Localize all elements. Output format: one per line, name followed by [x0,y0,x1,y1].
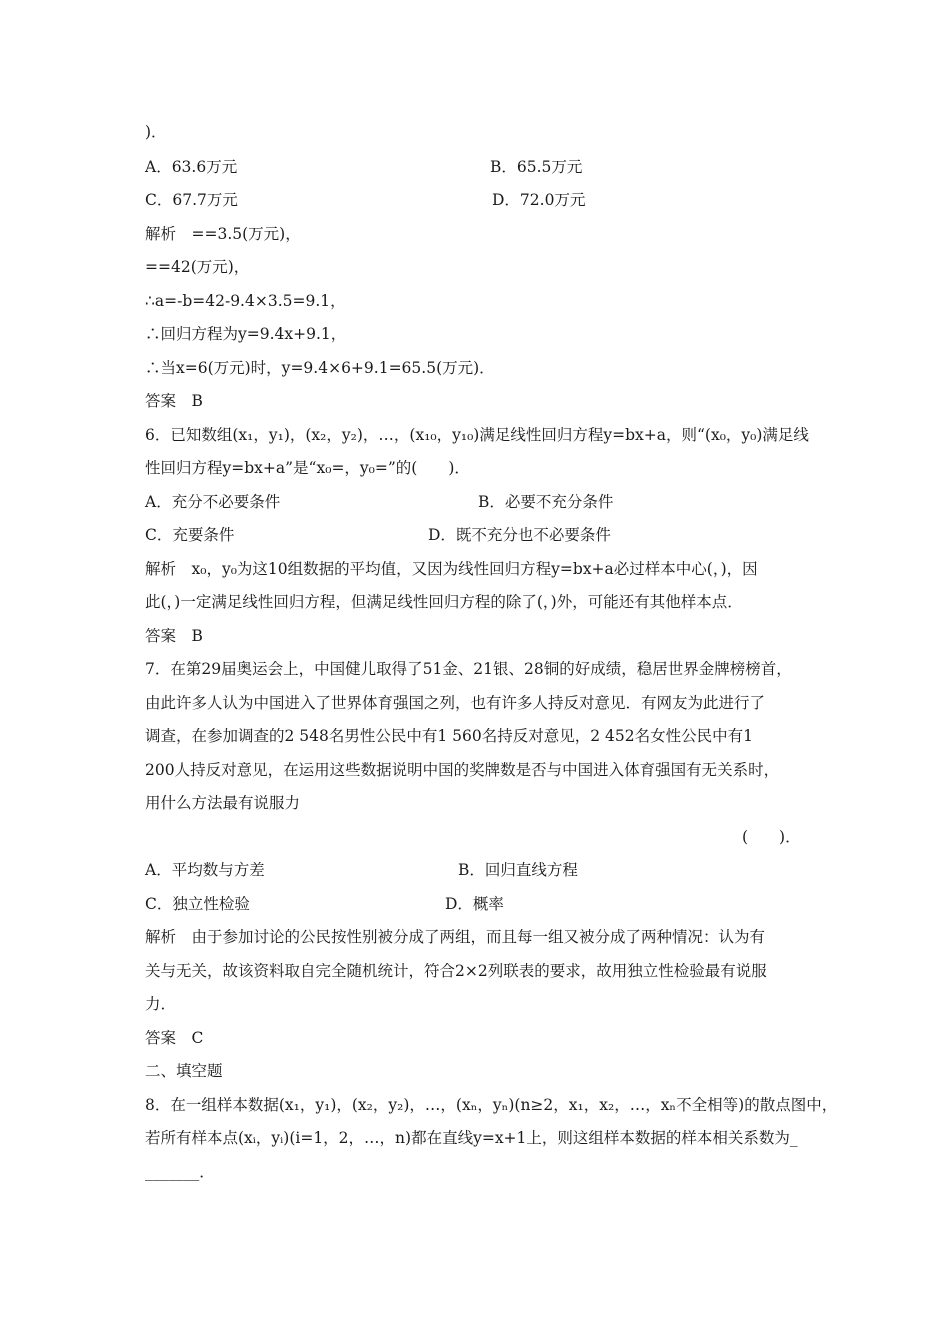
q5-stem-tail: )． [145,123,167,141]
q6-option-b: B．必要不充分条件 [478,493,614,511]
section-heading: 二、填空题 [145,1062,223,1080]
q7-answer-bracket: ( )． [742,828,801,846]
q6-analysis-line: 此(，)一定满足线性回归方程，但满足线性回归方程的除了(，)外，可能还有其他样本点． [145,593,743,611]
q5-analysis-line: ∴回归方程为y=9.4x+9.1， [145,325,347,343]
q7-analysis-line: 解析 由于参加讨论的公民按性别被分成了两组，而且每一组又被分成了两种情况：认为有 [145,928,766,946]
q7-option-a: A．平均数与方差 [145,861,265,879]
q7-stem-line: 用什么方法最有说服力 [145,794,301,812]
q5-option-b: B．65.5万元 [490,158,583,176]
q5-analysis-line: ∴a=-b=42-9.4×3.5=9.1， [145,292,346,310]
q5-option-a: A．63.6万元 [145,158,238,176]
q7-analysis-line: 力． [145,995,177,1013]
q7-stem-line: 调查，在参加调查的2 548名男性公民中有1 560名持反对意见，2 452名女性公民中有1 [145,727,753,745]
q7-option-d: D．概率 [445,895,504,913]
q5-analysis-line: ∴当x=6(万元)时，y=9.4×6+9.1=65.5(万元)． [145,359,495,377]
q6-option-a: A．充分不必要条件 [145,493,281,511]
q5-answer: 答案 B [145,392,203,410]
q7-stem-line: 200人持反对意见，在运用这些数据说明中国的奖牌数是否与中国进入体育强国有无关系时， [145,761,780,779]
q7-analysis-line: 关与无关，故该资料取自完全随机统计，符合2×2列联表的要求，故用独立性检验最有说服 [145,962,767,980]
q5-analysis-line: 解析 ==3.5(万元)， [145,225,301,243]
q5-option-d: D．72.0万元 [492,191,586,209]
q8-stem-line: 8．在一组样本数据(x₁，y₁)，(x₂，y₂)，…，(xₙ，yₙ)(n≥2，x₁，x₂，…，xₙ不全相等)的散点图中， [145,1096,838,1114]
q5-option-c: C．67.7万元 [145,191,238,209]
q6-stem-line: 性回归方程y=bx+a”是“x₀=，y₀=”的( )． [145,459,470,477]
q8-stem-line: _______． [145,1163,215,1181]
q6-option-d: D．既不充分也不必要条件 [428,526,611,544]
q7-stem-line: 7．在第29届奥运会上，中国健儿取得了51金、21银、28铜的好成绩，稳居世界金牌榜榜首， [145,660,792,678]
q7-option-b: B．回归直线方程 [458,861,578,879]
q5-analysis-line: ==42(万元)， [145,258,250,276]
q7-option-c: C．独立性检验 [145,895,250,913]
q7-stem-line: 由此许多人认为中国进入了世界体育强国之列，也有许多人持反对意见．有网友为此进行了 [145,694,766,712]
q6-answer: 答案 B [145,627,203,645]
q8-stem-line: 若所有样本点(xᵢ，yᵢ)(i=1，2，…，n)都在直线y=x+1上，则这组样本数据的样本相关系数为_ [145,1129,798,1147]
q6-stem-line: 6．已知数组(x₁，y₁)，(x₂，y₂)，…，(x₁₀，y₁₀)满足线性回归方程y=bx+a，则“(x₀，y₀)满足线 [145,426,809,444]
q6-analysis-line: 解析 x₀，y₀为这10组数据的平均值，又因为线性回归方程y=bx+a必过样本中心(，)，因 [145,560,758,578]
q7-answer: 答案 C [145,1029,204,1047]
q6-option-c: C．充要条件 [145,526,235,544]
